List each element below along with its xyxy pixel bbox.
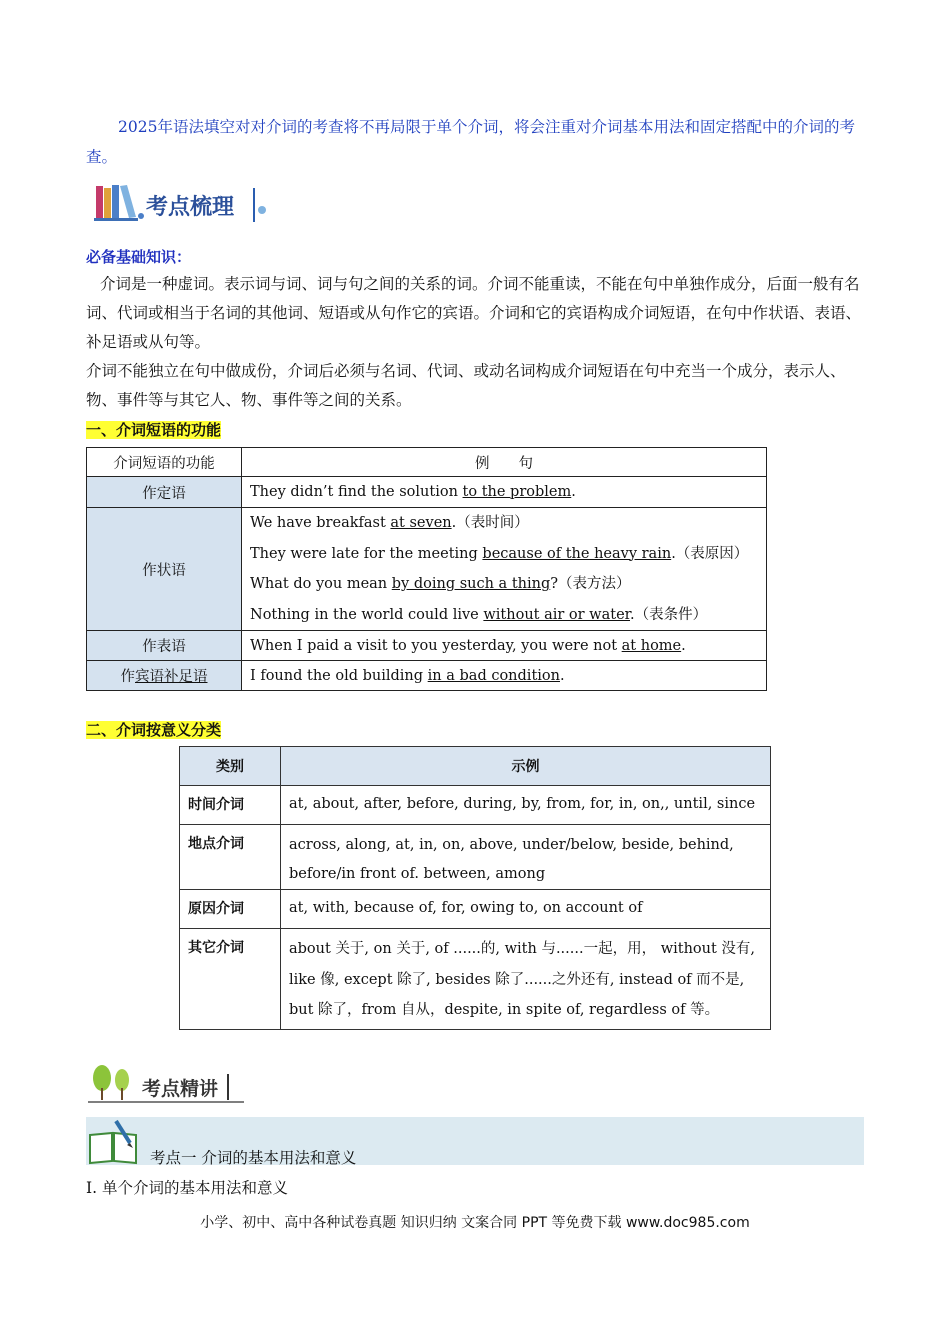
category-label: 地点介词 xyxy=(180,825,281,890)
basics-paragraph-2: 介词不能独立在句中做成份，介词后必须与名词、代词、或动名词构成介词短语在句中充当一个成分，表示人、物、事件等与其它人、物、事件等之间的关系。 xyxy=(86,362,846,409)
table-header: 例 句 xyxy=(242,448,767,477)
category-examples: across, along, at, in, on, above, under/below, beside, behind, before/in front of. between, among xyxy=(281,825,771,890)
category-label: 时间介词 xyxy=(180,786,281,825)
category-examples: at, about, after, before, during, by, from, for, in, on,, until, since xyxy=(281,786,771,825)
kaodian-shuli-badge xyxy=(92,182,272,226)
row-label: 作表语 xyxy=(87,631,242,661)
badge-title: 考点精讲 xyxy=(142,1078,219,1100)
basics-paragraph-1: 介词是一种虚词。表示词与词、词与句之间的关系的词。介词不能重读，不能在句中单独作成分，后面一般有名词、代词或相当于名词的其他词、短语或从句作它的宾语。介词和它的宾语构成介词短语，在句中作状语、表语、补足语或从句等。 xyxy=(86,275,862,351)
prep-category-table xyxy=(179,746,771,1030)
example-cell: They didn’t find the solution to the problem. xyxy=(242,477,767,508)
page-footer: 小学、初中、高中各种试卷真题 知识归纳 文案合同 PPT 等免费下载 www.doc985.com xyxy=(200,1215,750,1231)
category-label: 其它介词 xyxy=(180,929,281,1030)
open-book-pencil-icon xyxy=(86,1117,142,1165)
badge-title: 考点梳理 xyxy=(146,195,235,220)
category-examples: about 关于, on 关于, of ......的, with 与......一起，用， without 没有, like 像, except 除了, besides 除了......之外还有, instead of 而不是, but 除了，from 自从，despite, in spite of, regardless of 等。 xyxy=(281,929,771,1030)
row-label: 作状语 xyxy=(87,508,242,631)
example-cell: We have breakfast at seven.（表时间） They were late for the meeting because of the heavy rain.（表原因） What do you mean by doing such a thing?（表方法） Nothing in the world could live without air or water.（表条件） xyxy=(242,508,767,631)
kaodian-jingjiang-badge xyxy=(88,1062,248,1106)
category-label: 原因介词 xyxy=(180,890,281,929)
table-header: 介词短语的功能 xyxy=(87,448,242,477)
intro-paragraph: 2025年语法填空对对介词的考查将不再局限于单个介词，将会注重对介词基本用法和固定搭配中的介词的考查。 xyxy=(86,118,855,166)
section-banner xyxy=(86,1117,864,1165)
section-1-title: 一、介词短语的功能 xyxy=(86,421,222,439)
example-cell: I found the old building in a bad condition. xyxy=(242,661,767,691)
basics-title: 必备基础知识： xyxy=(86,248,192,266)
row-label: 作宾语补足语 xyxy=(87,661,242,691)
row-label: 作定语 xyxy=(87,477,242,508)
table-header: 示例 xyxy=(281,747,771,786)
subsection-title: I. 单个介词的基本用法和意义 xyxy=(86,1179,288,1197)
table-header: 类别 xyxy=(180,747,281,786)
prep-phrase-function-table xyxy=(86,447,767,691)
example-cell: When I paid a visit to you yesterday, you were not at home. xyxy=(242,631,767,661)
section-2-title: 二、介词按意义分类 xyxy=(86,721,222,739)
category-examples: at, with, because of, for, owing to, on account of xyxy=(281,890,771,929)
banner-title: 考点一 介词的基本用法和意义 xyxy=(150,1149,357,1167)
